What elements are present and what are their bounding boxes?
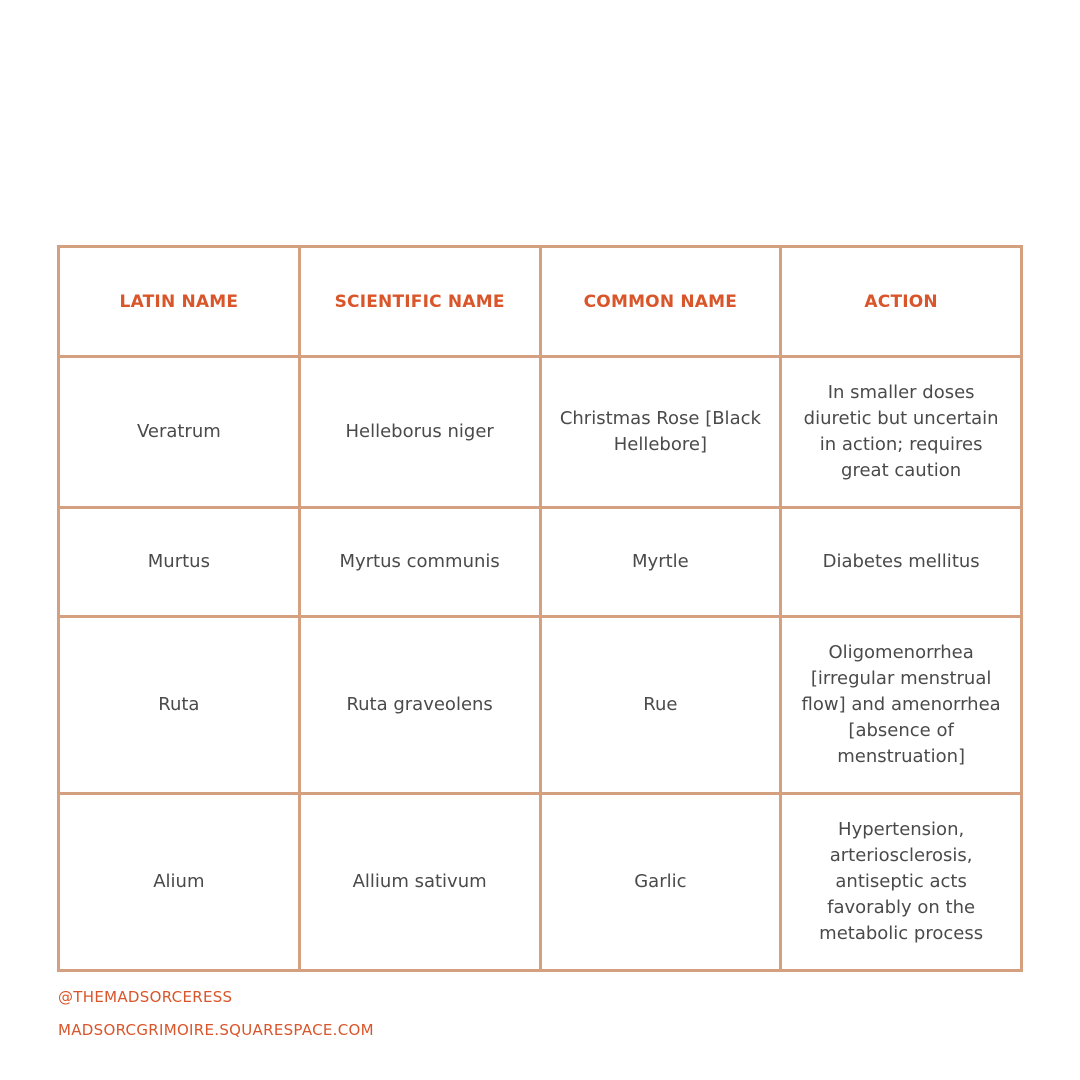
common-name-cell: Myrtle bbox=[540, 508, 781, 617]
latin-name-cell: Alium bbox=[59, 794, 300, 971]
table-row bbox=[59, 508, 1022, 617]
table-row bbox=[59, 794, 1022, 971]
scientific-name-cell: Helleborus niger bbox=[299, 357, 540, 508]
latin-name-cell: Veratrum bbox=[59, 357, 300, 508]
website-url: MADSORCGRIMOIRE.SQUARESPACE.COM bbox=[58, 1021, 374, 1039]
action-cell: Hypertension, arteriosclerosis, antiseptic acts favorably on the metabolic process bbox=[781, 794, 1022, 971]
common-name-cell: Rue bbox=[540, 617, 781, 794]
action-cell: In smaller doses diuretic but uncertain in action; requires great caution bbox=[781, 357, 1022, 508]
scientific-name-cell: Ruta graveolens bbox=[299, 617, 540, 794]
scientific-name-cell: Myrtus communis bbox=[299, 508, 540, 617]
latin-name-cell: Murtus bbox=[59, 508, 300, 617]
common-name-cell: Christmas Rose [Black Hellebore] bbox=[540, 357, 781, 508]
common-name-cell: Garlic bbox=[540, 794, 781, 971]
herb-table bbox=[57, 245, 1023, 972]
action-cell: Oligomenorrhea [irregular menstrual flow] and amenorrhea [absence of menstruation] bbox=[781, 617, 1022, 794]
table-header-row bbox=[59, 247, 1022, 357]
header-action: ACTION bbox=[781, 247, 1022, 357]
social-handle: @THEMADSORCERESS bbox=[58, 988, 233, 1006]
header-common-name: COMMON NAME bbox=[540, 247, 781, 357]
latin-name-cell: Ruta bbox=[59, 617, 300, 794]
scientific-name-cell: Allium sativum bbox=[299, 794, 540, 971]
action-cell: Diabetes mellitus bbox=[781, 508, 1022, 617]
header-scientific-name: SCIENTIFIC NAME bbox=[299, 247, 540, 357]
header-latin-name: LATIN NAME bbox=[59, 247, 300, 357]
table-row bbox=[59, 357, 1022, 508]
table-row bbox=[59, 617, 1022, 794]
